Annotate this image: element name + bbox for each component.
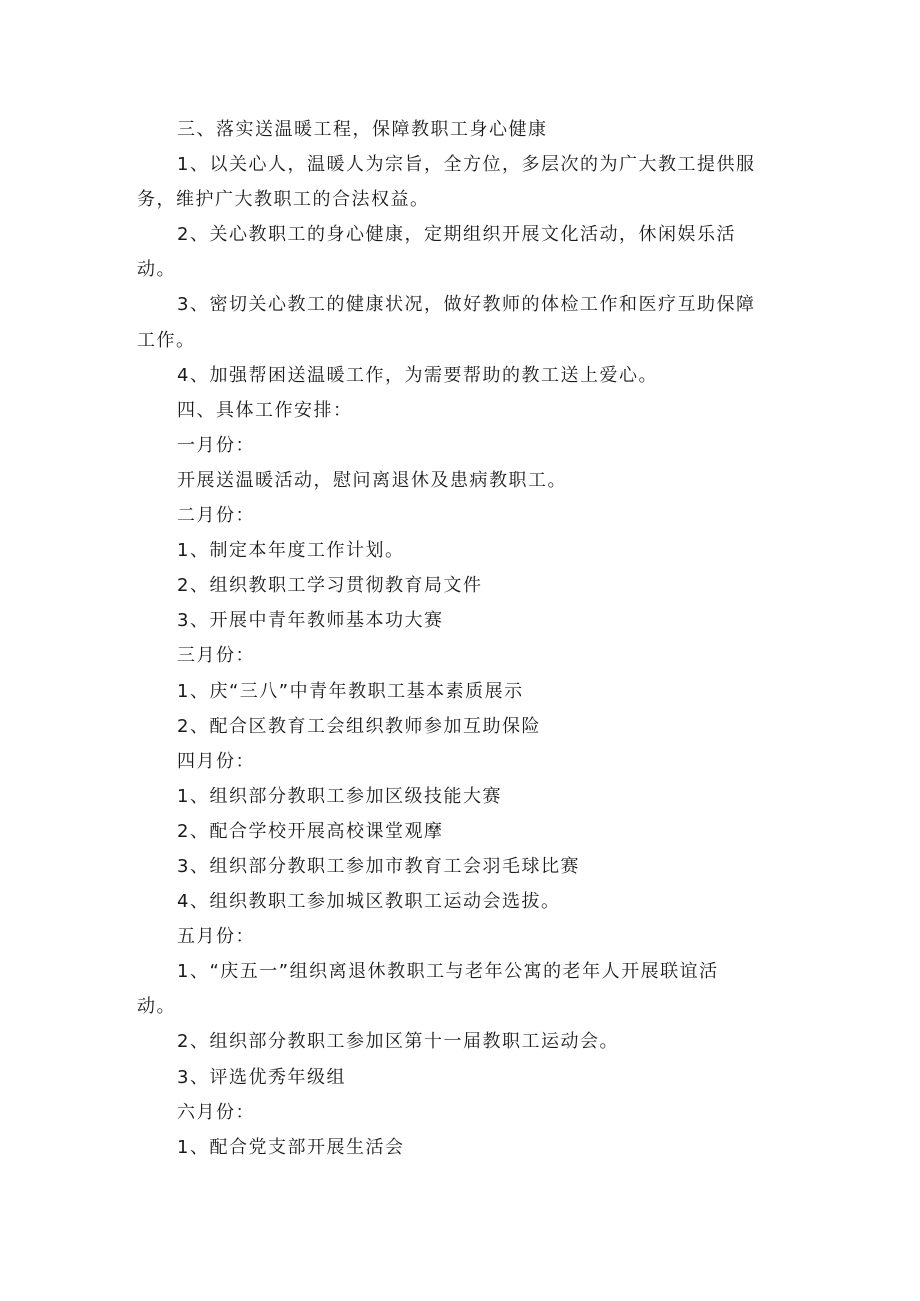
- text-line: 动。: [137, 259, 176, 281]
- text-line: 六月份：: [177, 1101, 255, 1123]
- text-line: 2、配合区教育工会组织教师参加互助保险: [177, 715, 541, 737]
- text-line: 3、评选优秀年级组: [177, 1066, 346, 1088]
- text-line: 五月份：: [177, 926, 255, 948]
- text-line: 三、落实送温暖工程，保障教职工身心健康: [177, 119, 548, 140]
- text-line: 开展送温暖活动，慰问离退休及患病教职工。: [177, 469, 567, 491]
- text-line: 3、开展中青年教师基本功大赛: [177, 610, 444, 632]
- text-line: 工作。: [137, 329, 196, 351]
- text-line: 1、配合党支部开展生活会: [177, 1136, 405, 1158]
- document-body: [137, 112, 787, 1165]
- text-line: 4、组织教职工参加城区教职工运动会选拔。: [177, 891, 561, 913]
- text-line: 2、关心教职工的身心健康，定期组织开展文化活动，休闲娱乐活: [177, 224, 736, 246]
- text-line: 动。: [137, 996, 176, 1018]
- text-line: 2、配合学校开展高校课堂观摩: [177, 820, 444, 842]
- text-line: 1、制定本年度工作计划。: [177, 540, 405, 562]
- text-line: 务，维护广大教职工的合法权益。: [137, 189, 430, 211]
- text-line: 二月份：: [177, 505, 255, 527]
- text-line: 2、组织部分教职工参加区第十一届教职工运动会。: [177, 1031, 619, 1053]
- text-line: 1、以关心人，温暖人为宗旨，全方位，多层次的为广大教工提供服: [177, 154, 756, 176]
- text-line: 1、组织部分教职工参加区级技能大赛: [177, 785, 502, 807]
- text-line: 一月份：: [177, 434, 255, 456]
- text-line: 4、加强帮困送温暖工作，为需要帮助的教工送上爱心。: [177, 364, 658, 386]
- text-line: 四、具体工作安排：: [177, 399, 353, 421]
- text-line: 1、庆“三八”中青年教职工基本素质展示: [177, 680, 524, 702]
- text-line: 三月份：: [177, 645, 255, 667]
- text-line: 四月份：: [177, 750, 255, 772]
- text-line: 1、“庆五一”组织离退休教职工与老年公寓的老年人开展联谊活: [177, 961, 719, 983]
- text-line: 3、密切关心教工的健康状况，做好教师的体检工作和医疗互助保障: [177, 294, 756, 316]
- text-line: 3、组织部分教职工参加市教育工会羽毛球比赛: [177, 855, 580, 877]
- text-line: 2、组织教职工学习贯彻教育局文件: [177, 575, 483, 597]
